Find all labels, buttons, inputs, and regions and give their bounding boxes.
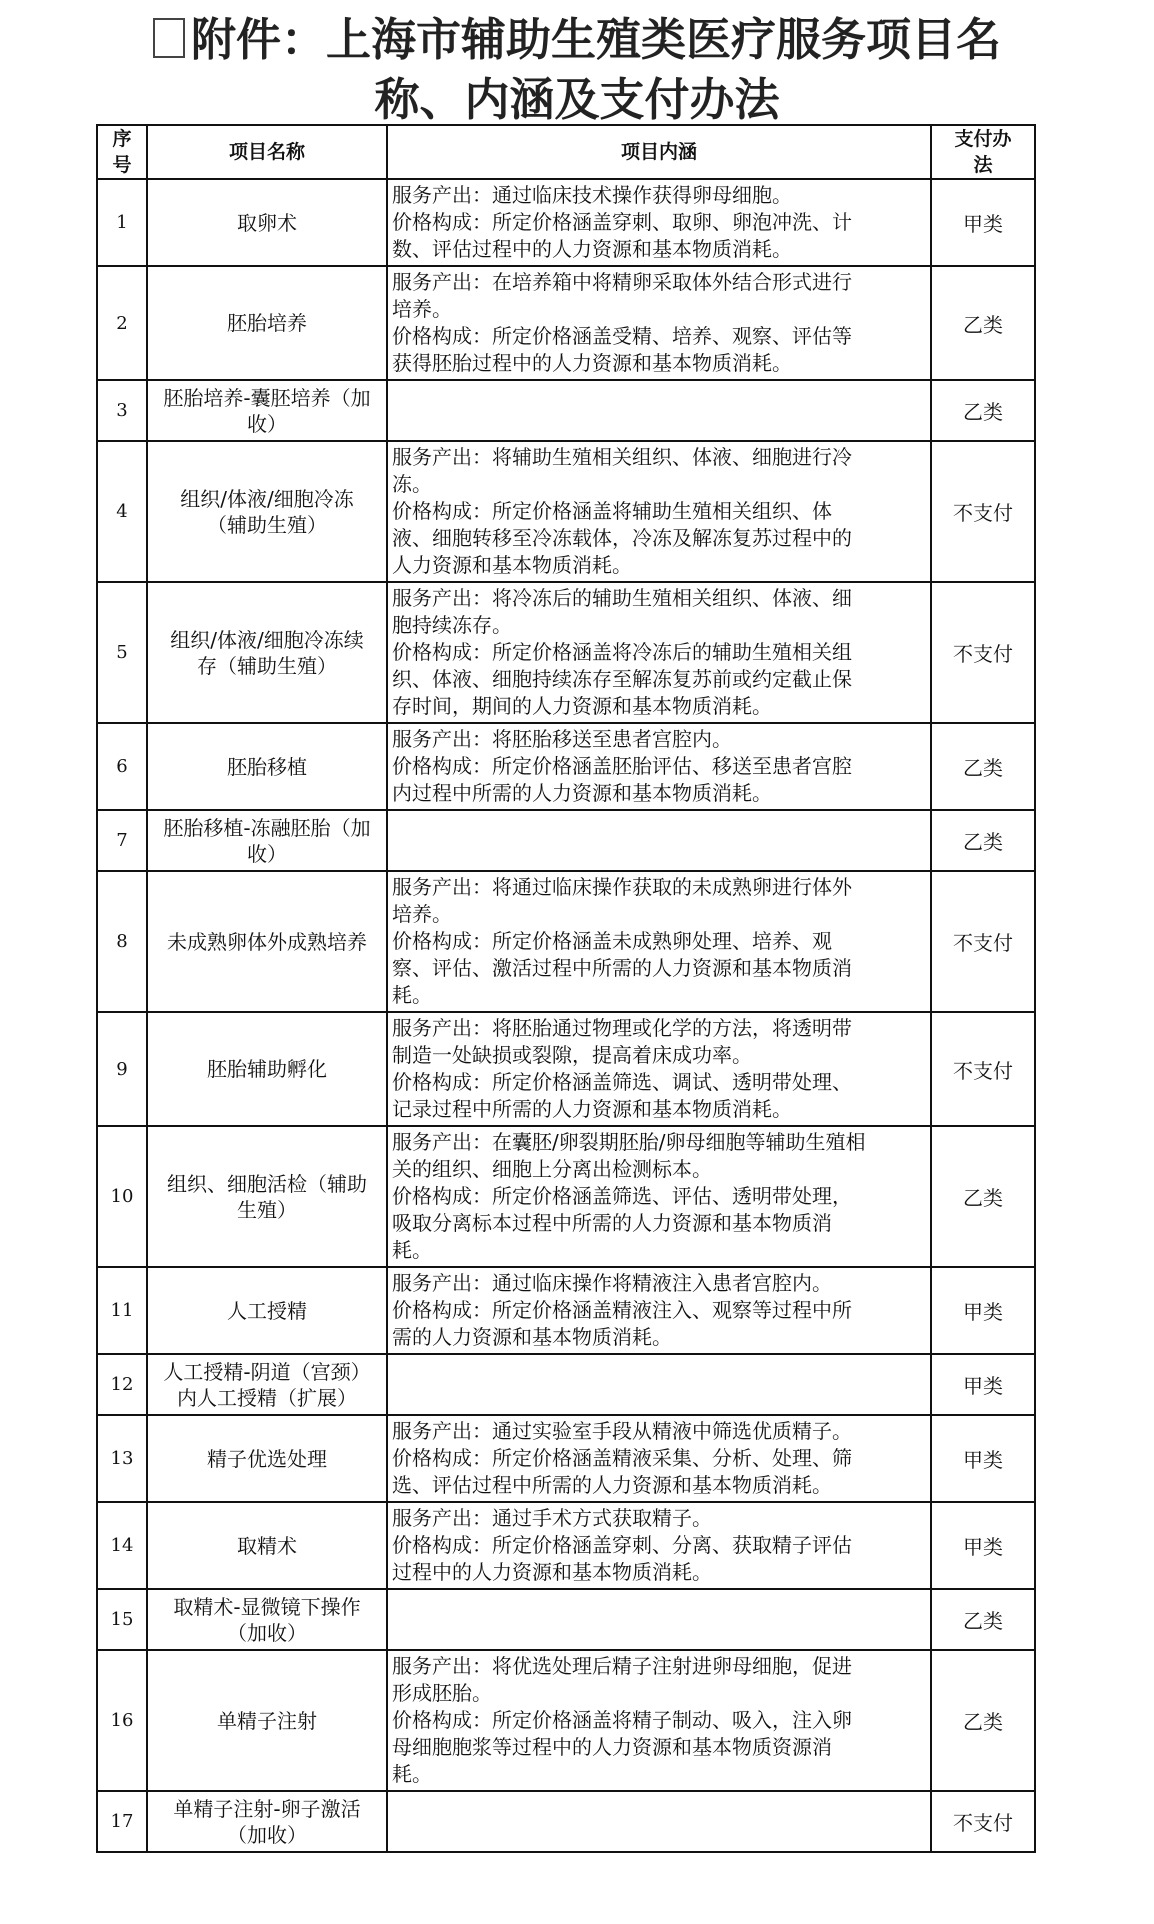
table-row bbox=[97, 380, 1035, 441]
payment-method-cell: 甲类 bbox=[931, 1354, 1035, 1415]
payment-method-cell: 乙类 bbox=[931, 1650, 1035, 1791]
item-content-line: 服务产出：将胚胎通过物理或化学的方法，将透明带 bbox=[392, 1016, 852, 1040]
item-name-cell bbox=[147, 1650, 387, 1791]
header-serial-number: 序 号 bbox=[97, 125, 147, 179]
item-name-cell bbox=[147, 1791, 387, 1852]
item-content-line: 选、评估过程中所需的人力资源和基本物质消耗。 bbox=[392, 1473, 832, 1497]
item-name-cell bbox=[147, 810, 387, 871]
item-content-line: 液、细胞转移至冷冻载体，冷冻及解冻复苏过程中的 bbox=[392, 526, 852, 550]
item-name-cell bbox=[147, 1589, 387, 1650]
item-name-line: 精子优选处理 bbox=[207, 1446, 327, 1471]
item-name-line: 胚胎移植 bbox=[227, 754, 307, 779]
serial-number-cell: 9 bbox=[97, 1012, 147, 1126]
item-name-cell bbox=[147, 1354, 387, 1415]
item-content-line: 关的组织、细胞上分离出检测标本。 bbox=[392, 1157, 712, 1181]
item-content-line: 价格构成：所定价格涵盖将冷冻后的辅助生殖相关组 bbox=[392, 640, 852, 664]
title-line-2: 称、内涵及支付办法 bbox=[374, 73, 780, 126]
item-content-line: 察、评估、激活过程中所需的人力资源和基本物质消 bbox=[392, 956, 852, 980]
item-name-line: 生殖） bbox=[237, 1197, 297, 1222]
item-name-line: 内人工授精（扩展） bbox=[177, 1385, 357, 1410]
item-name-line: 胚胎培养-囊胚培养（加 bbox=[163, 385, 371, 410]
item-name-line: 存（辅助生殖） bbox=[197, 653, 337, 678]
item-name-cell bbox=[147, 1267, 387, 1354]
item-content-cell bbox=[387, 810, 931, 871]
item-content-line: 服务产出：在囊胚/卵裂期胚胎/卵母细胞等辅助生殖相 bbox=[392, 1130, 866, 1154]
item-content-cell bbox=[387, 266, 931, 380]
item-content-line: 价格构成：所定价格涵盖精液注入、观察等过程中所 bbox=[392, 1298, 852, 1322]
item-content-line: 制造一处缺损或裂隙，提高着床成功率。 bbox=[392, 1043, 752, 1067]
item-content-cell bbox=[387, 1502, 931, 1589]
item-content-line: 价格构成：所定价格涵盖精液采集、分析、处理、筛 bbox=[392, 1446, 852, 1470]
item-content-line: 耗。 bbox=[392, 1762, 432, 1786]
item-content-line: 价格构成：所定价格涵盖筛选、调试、透明带处理、 bbox=[392, 1070, 852, 1094]
item-content-cell bbox=[387, 1589, 931, 1650]
payment-method-cell: 不支付 bbox=[931, 441, 1035, 582]
item-name-cell bbox=[147, 1012, 387, 1126]
item-name-cell bbox=[147, 871, 387, 1012]
serial-number-cell: 16 bbox=[97, 1650, 147, 1791]
item-name-cell bbox=[147, 1126, 387, 1267]
serial-number-cell: 2 bbox=[97, 266, 147, 380]
table-row bbox=[97, 1012, 1035, 1126]
item-content-line: 内过程中所需的人力资源和基本物质消耗。 bbox=[392, 781, 772, 805]
item-name-line: 单精子注射-卵子激活 bbox=[173, 1796, 361, 1821]
item-content-line: 存时间，期间的人力资源和基本物质消耗。 bbox=[392, 694, 772, 718]
item-content-line: 数、评估过程中的人力资源和基本物质消耗。 bbox=[392, 237, 792, 261]
table-header-row bbox=[97, 125, 1035, 179]
item-name-line: 取卵术 bbox=[237, 210, 297, 235]
payment-method-cell: 甲类 bbox=[931, 1415, 1035, 1502]
item-name-line: 胚胎辅助孵化 bbox=[207, 1057, 327, 1081]
item-content-line: 过程中的人力资源和基本物质消耗。 bbox=[392, 1560, 712, 1584]
item-content-line: 吸取分离标本过程中所需的人力资源和基本物质消 bbox=[392, 1211, 832, 1235]
payment-method-cell: 不支付 bbox=[931, 871, 1035, 1012]
payment-method-cell: 乙类 bbox=[931, 1126, 1035, 1267]
item-content-line: 服务产出：将冷冻后的辅助生殖相关组织、体液、细 bbox=[392, 586, 852, 610]
header-item-content: 项目内涵 bbox=[387, 125, 931, 179]
serial-number-cell: 3 bbox=[97, 380, 147, 441]
item-content-line: 服务产出：通过实验室手段从精液中筛选优质精子。 bbox=[392, 1419, 852, 1443]
item-content-line: 获得胚胎过程中的人力资源和基本物质消耗。 bbox=[392, 351, 792, 375]
item-content-line: 服务产出：通过临床操作将精液注入患者宫腔内。 bbox=[392, 1271, 832, 1295]
item-content-line: 胞持续冻存。 bbox=[392, 613, 512, 637]
table-row bbox=[97, 266, 1035, 380]
item-content-line: 价格构成：所定价格涵盖穿刺、取卵、卵泡冲洗、计 bbox=[392, 210, 852, 234]
payment-method-cell: 乙类 bbox=[931, 810, 1035, 871]
item-name-line: 组织/体液/细胞冷冻续 bbox=[170, 627, 364, 652]
payment-method-cell: 不支付 bbox=[931, 1791, 1035, 1852]
item-name-line: 组织、细胞活检（辅助 bbox=[167, 1171, 367, 1196]
item-content-line: 培养。 bbox=[392, 297, 452, 321]
table-row bbox=[97, 1589, 1035, 1650]
item-content-line: 冻。 bbox=[392, 472, 432, 496]
item-content-line: 培养。 bbox=[392, 902, 452, 926]
item-name-cell bbox=[147, 582, 387, 723]
item-name-line: 胚胎培养 bbox=[227, 311, 307, 335]
item-name-line: （加收） bbox=[227, 1822, 307, 1847]
item-name-line: 人工授精-阴道（宫颈） bbox=[163, 1359, 371, 1384]
item-name-line: 未成熟卵体外成熟培养 bbox=[167, 929, 367, 954]
item-content-cell bbox=[387, 1126, 931, 1267]
serial-number-cell: 11 bbox=[97, 1267, 147, 1354]
item-content-line: 价格构成：所定价格涵盖将辅助生殖相关组织、体 bbox=[392, 499, 832, 523]
item-content-line: 耗。 bbox=[392, 983, 432, 1007]
payment-method-cell: 甲类 bbox=[931, 179, 1035, 266]
item-content-line: 服务产出：通过手术方式获取精子。 bbox=[392, 1506, 712, 1530]
item-content-cell bbox=[387, 380, 931, 441]
item-name-line: 收） bbox=[247, 841, 287, 866]
table-row bbox=[97, 1415, 1035, 1502]
item-content-cell bbox=[387, 723, 931, 810]
table-row bbox=[97, 1267, 1035, 1354]
payment-method-cell: 不支付 bbox=[931, 582, 1035, 723]
item-content-cell bbox=[387, 582, 931, 723]
item-name-line: 收） bbox=[247, 411, 287, 436]
table-row bbox=[97, 1650, 1035, 1791]
item-name-line: 取精术-显微镜下操作 bbox=[173, 1594, 361, 1619]
payment-method-cell: 乙类 bbox=[931, 1589, 1035, 1650]
item-content-cell bbox=[387, 1267, 931, 1354]
document-title bbox=[0, 10, 1154, 130]
table-row bbox=[97, 441, 1035, 582]
item-content-line: 服务产出：将通过临床操作获取的未成熟卵进行体外 bbox=[392, 875, 852, 899]
item-name-cell bbox=[147, 1502, 387, 1589]
item-content-line: 记录过程中所需的人力资源和基本物质消耗。 bbox=[392, 1097, 792, 1121]
payment-method-cell: 不支付 bbox=[931, 1012, 1035, 1126]
item-content-cell bbox=[387, 1354, 931, 1415]
serial-number-cell: 15 bbox=[97, 1589, 147, 1650]
title-line-1-text: 附件：上海市辅助生殖类医疗服务项目名 bbox=[190, 13, 1001, 66]
table-row bbox=[97, 179, 1035, 266]
table-row bbox=[97, 1791, 1035, 1852]
serial-number-cell: 10 bbox=[97, 1126, 147, 1267]
missing-glyph-box-icon bbox=[153, 18, 185, 58]
item-content-line: 织、体液、细胞持续冻存至解冻复苏前或约定截止保 bbox=[392, 667, 852, 691]
item-content-line: 价格构成：所定价格涵盖穿刺、分离、获取精子评估 bbox=[392, 1533, 852, 1557]
serial-number-cell: 17 bbox=[97, 1791, 147, 1852]
table-row bbox=[97, 1126, 1035, 1267]
item-name-cell bbox=[147, 723, 387, 810]
serial-number-cell: 7 bbox=[97, 810, 147, 871]
payment-method-cell: 乙类 bbox=[931, 723, 1035, 810]
item-content-line: 服务产出：将胚胎移送至患者宫腔内。 bbox=[392, 727, 732, 751]
item-name-line: 人工授精 bbox=[227, 1298, 307, 1323]
serial-number-cell: 13 bbox=[97, 1415, 147, 1502]
payment-method-cell: 甲类 bbox=[931, 1267, 1035, 1354]
item-content-line: 形成胚胎。 bbox=[392, 1681, 492, 1705]
item-name-cell bbox=[147, 380, 387, 441]
payment-method-cell: 乙类 bbox=[931, 380, 1035, 441]
serial-number-cell: 12 bbox=[97, 1354, 147, 1415]
title-line-1 bbox=[0, 10, 1154, 70]
item-name-cell bbox=[147, 1415, 387, 1502]
item-name-cell bbox=[147, 266, 387, 380]
item-content-line: 价格构成：所定价格涵盖筛选、评估、透明带处理， bbox=[392, 1184, 852, 1208]
item-content-line: 服务产出：将优选处理后精子注射进卵母细胞，促进 bbox=[392, 1654, 852, 1678]
item-content-cell bbox=[387, 1650, 931, 1791]
serial-number-cell: 6 bbox=[97, 723, 147, 810]
item-content-line: 服务产出：通过临床技术操作获得卵母细胞。 bbox=[392, 183, 792, 207]
item-content-line: 耗。 bbox=[392, 1238, 432, 1262]
item-name-cell bbox=[147, 441, 387, 582]
item-name-line: （加收） bbox=[227, 1620, 307, 1645]
item-content-line: 需的人力资源和基本物质消耗。 bbox=[392, 1325, 672, 1349]
table-row bbox=[97, 582, 1035, 723]
item-name-cell bbox=[147, 179, 387, 266]
item-content-cell bbox=[387, 179, 931, 266]
payment-method-cell: 甲类 bbox=[931, 1502, 1035, 1589]
item-content-cell bbox=[387, 1791, 931, 1852]
table-row bbox=[97, 1502, 1035, 1589]
header-item-name: 项目名称 bbox=[147, 125, 387, 179]
item-content-cell bbox=[387, 441, 931, 582]
item-content-line: 人力资源和基本物质消耗。 bbox=[392, 553, 632, 577]
item-content-line: 价格构成：所定价格涵盖胚胎评估、移送至患者宫腔 bbox=[392, 754, 852, 778]
item-name-line: （辅助生殖） bbox=[207, 512, 327, 537]
serial-number-cell: 5 bbox=[97, 582, 147, 723]
item-name-line: 组织/体液/细胞冷冻 bbox=[180, 486, 354, 511]
item-content-cell bbox=[387, 1012, 931, 1126]
item-content-line: 价格构成：所定价格涵盖受精、培养、观察、评估等 bbox=[392, 324, 852, 348]
serial-number-cell: 8 bbox=[97, 871, 147, 1012]
item-content-line: 服务产出：将辅助生殖相关组织、体液、细胞进行冷 bbox=[392, 445, 852, 469]
item-content-cell bbox=[387, 871, 931, 1012]
item-name-line: 单精子注射 bbox=[217, 1708, 317, 1733]
serial-number-cell: 14 bbox=[97, 1502, 147, 1589]
serial-number-cell: 4 bbox=[97, 441, 147, 582]
item-content-line: 价格构成：所定价格涵盖将精子制动、吸入，注入卵 bbox=[392, 1708, 852, 1732]
item-name-line: 取精术 bbox=[237, 1533, 297, 1558]
service-items-table bbox=[96, 124, 1036, 1853]
table-row bbox=[97, 1354, 1035, 1415]
table-row bbox=[97, 723, 1035, 810]
table-row bbox=[97, 810, 1035, 871]
header-payment-method: 支付办 法 bbox=[931, 125, 1035, 179]
table-row bbox=[97, 871, 1035, 1012]
item-content-line: 价格构成：所定价格涵盖未成熟卵处理、培养、观 bbox=[392, 929, 832, 953]
item-name-line: 胚胎移植-冻融胚胎（加 bbox=[163, 815, 371, 840]
payment-method-cell: 乙类 bbox=[931, 266, 1035, 380]
item-content-cell bbox=[387, 1415, 931, 1502]
item-content-line: 母细胞胞浆等过程中的人力资源和基本物质资源消 bbox=[392, 1735, 832, 1759]
item-content-line: 服务产出：在培养箱中将精卵采取体外结合形式进行 bbox=[392, 270, 852, 294]
serial-number-cell: 1 bbox=[97, 179, 147, 266]
